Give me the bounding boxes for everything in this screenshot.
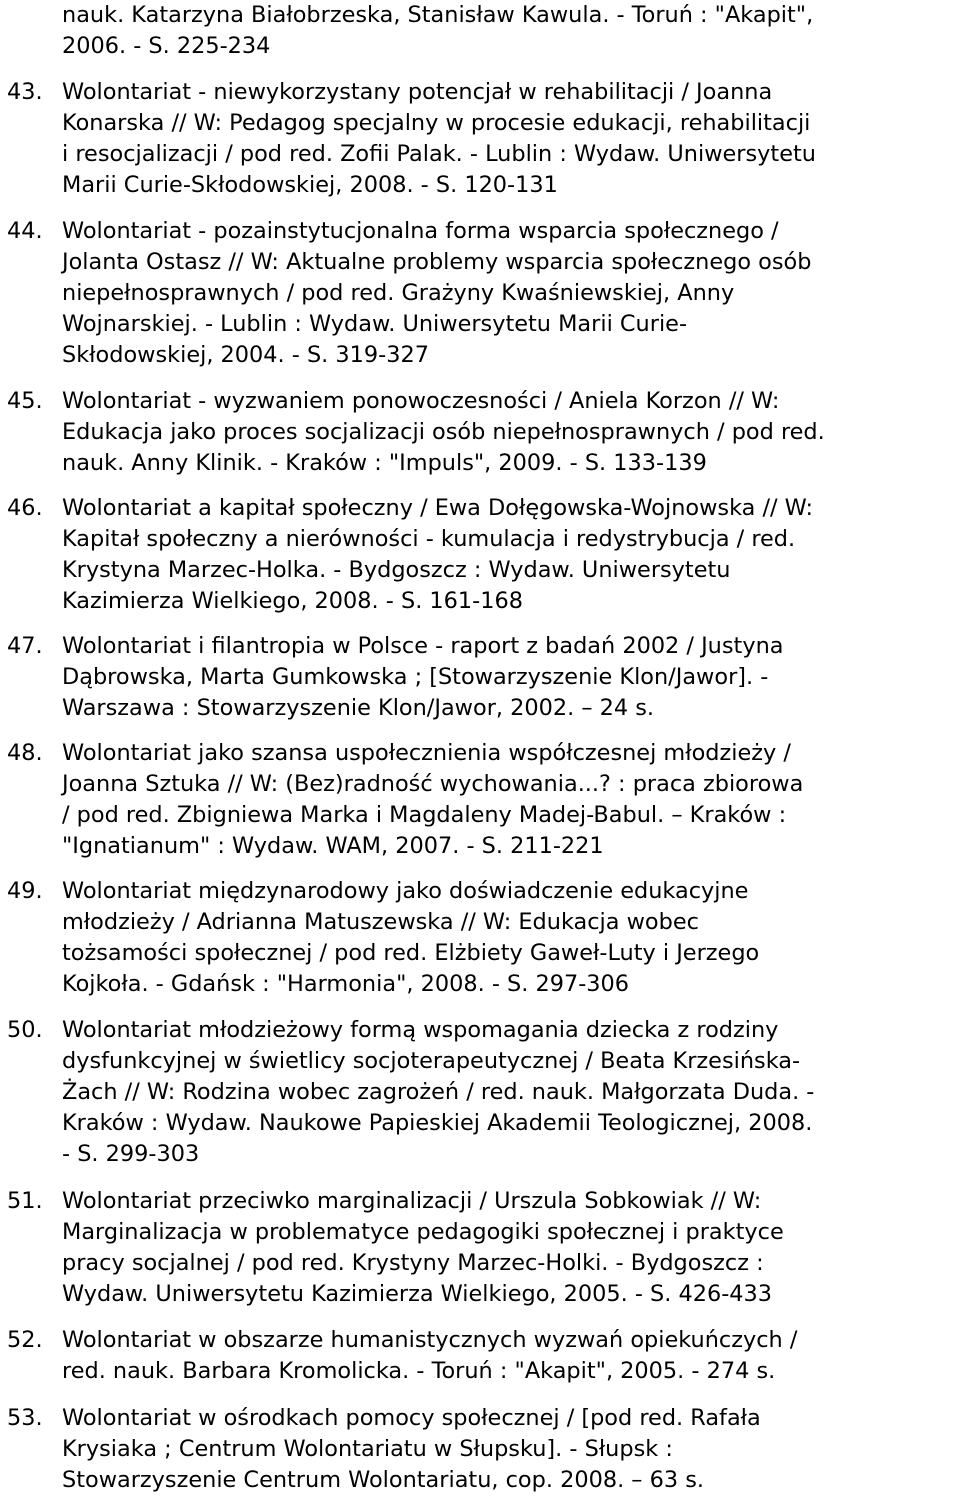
entry-line: Marginalizacja w problematyce pedagogiki społecznej i praktyce [62, 1219, 784, 1245]
entry-line: Wolontariat w obszarze humanistycznych wyzwań opiekuńczych / [62, 1327, 798, 1353]
entry-line: Skłodowskiej, 2004. - S. 319-327 [62, 342, 429, 368]
entry-text [62, 1325, 957, 1387]
entry-line: Wolontariat - niewykorzystany potencjał w rehabilitacji / Joanna [62, 79, 773, 105]
entry-line: Wolontariat a kapitał społeczny / Ewa Dołęgowska-Wojnowska // W: [62, 495, 814, 521]
entry-line: Kazimierza Wielkiego, 2008. - S. 161-168 [62, 588, 523, 614]
entry-number: 45. [7, 388, 43, 414]
entry-text [62, 1186, 957, 1310]
entry-number: 50. [7, 1017, 43, 1043]
entry-line: tożsamości społecznej / pod red. Elżbiety Gaweł-Luty i Jerzego [62, 940, 760, 966]
entry-line: Marii Curie-Skłodowskiej, 2008. - S. 120-131 [62, 172, 558, 198]
entry-line: Krysiaka ; Centrum Wolontariatu w Słupsku]. - Słupsk : [62, 1436, 673, 1462]
entry-line: Kojkoła. - Gdańsk : "Harmonia", 2008. - S. 297-306 [62, 971, 630, 997]
entry-line: Wolontariat i filantropia w Polsce - raport z badań 2002 / Justyna [62, 633, 784, 659]
entry-text [62, 493, 957, 617]
entry-line: Wolontariat przeciwko marginalizacji / Urszula Sobkowiak // W: [62, 1188, 762, 1214]
entry-line: Wolontariat - pozainstytucjonalna forma wsparcia społecznego / [62, 218, 779, 244]
entry-number: 43. [7, 79, 43, 105]
entry-line: i resocjalizacji / pod red. Zofii Palak. - Lublin : Wydaw. Uniwersytetu [62, 141, 816, 167]
entry-line: Wolontariat w ośrodkach pomocy społecznej / [pod red. Rafała [62, 1405, 761, 1431]
entry-line: Jolanta Ostasz // W: Aktualne problemy wsparcia społecznego osób [62, 249, 812, 275]
entry-line: Dąbrowska, Marta Gumkowska ; [Stowarzyszenie Klon/Jawor]. - [62, 664, 769, 690]
entry-line: Wojnarskiej. - Lublin : Wydaw. Uniwersytetu Marii Curie- [62, 311, 688, 337]
entry-line: Konarska // W: Pedagog specjalny w procesie edukacji, rehabilitacji [62, 110, 811, 136]
entry-line: "Ignatianum" : Wydaw. WAM, 2007. - S. 211-221 [62, 833, 604, 859]
continued-entry [62, 0, 957, 62]
entry-line: Wolontariat młodzieżowy formą wspomagania dziecka z rodziny [62, 1017, 779, 1043]
entry-line: Stowarzyszenie Centrum Wolontariatu, cop. 2008. – 63 s. [62, 1467, 705, 1493]
entry-number: 44. [7, 218, 43, 244]
entry-line: Krystyna Marzec-Holka. - Bydgoszcz : Wydaw. Uniwersytetu [62, 557, 731, 583]
entry-line: niepełnosprawnych / pod red. Grażyny Kwaśniewskiej, Anny [62, 280, 735, 306]
entry-line: nauk. Katarzyna Białobrzeska, Stanisław Kawula. - Toruń : "Akapit", [62, 2, 814, 28]
entry-line: nauk. Anny Klinik. - Kraków : "Impuls", 2009. - S. 133-139 [62, 450, 707, 476]
entry-line: Joanna Sztuka // W: (Bez)radność wychowania...? : praca zbiorowa [62, 771, 804, 797]
entry-line: Żach // W: Rodzina wobec zagrożeń / red. nauk. Małgorzata Duda. - [62, 1079, 815, 1105]
entry-text [62, 631, 957, 724]
entry-text [62, 77, 957, 201]
entry-number: 49. [7, 878, 43, 904]
entry-line: Wolontariat jako szansa uspołecznienia współczesnej młodzieży / [62, 740, 791, 766]
entry-number: 51. [7, 1188, 43, 1214]
entry-line: dysfunkcyjnej w świetlicy socjoterapeutycznej / Beata Krzesińska- [62, 1048, 801, 1074]
entry-line: młodzieży / Adrianna Matuszewska // W: Edukacja wobec [62, 909, 699, 935]
entry-text [62, 1015, 957, 1170]
entry-number: 47. [7, 633, 43, 659]
entry-number: 52. [7, 1327, 43, 1353]
entry-text [62, 1403, 957, 1496]
entry-line: Wolontariat międzynarodowy jako doświadczenie edukacyjne [62, 878, 749, 904]
entry-text [62, 386, 957, 479]
entry-line: Kapitał społeczny a nierówności - kumulacja i redystrybucja / red. [62, 526, 796, 552]
entry-text [62, 876, 957, 1000]
entry-line: Warszawa : Stowarzyszenie Klon/Jawor, 2002. – 24 s. [62, 695, 655, 721]
entry-text [62, 216, 957, 371]
entry-number: 53. [7, 1405, 43, 1431]
entry-text [62, 738, 957, 862]
entry-line: Kraków : Wydaw. Naukowe Papieskiej Akademii Teologicznej, 2008. [62, 1110, 813, 1136]
entry-line: red. nauk. Barbara Kromolicka. - Toruń : "Akapit", 2005. - 274 s. [62, 1358, 776, 1384]
entry-line: - S. 299-303 [62, 1141, 200, 1167]
entry-line: pracy socjalnej / pod red. Krystyny Marzec-Holki. - Bydgoszcz : [62, 1250, 764, 1276]
entry-line: Wolontariat - wyzwaniem ponowoczesności / Aniela Korzon // W: [62, 388, 780, 414]
entry-line: Wydaw. Uniwersytetu Kazimierza Wielkiego, 2005. - S. 426-433 [62, 1281, 773, 1307]
entry-line: / pod red. Zbigniewa Marka i Magdaleny Madej-Babul. – Kraków : [62, 802, 787, 828]
entry-line: 2006. - S. 225-234 [62, 33, 271, 59]
entry-line: Edukacja jako proces socjalizacji osób niepełnosprawnych / pod red. [62, 419, 825, 445]
entry-number: 46. [7, 495, 43, 521]
entry-number: 48. [7, 740, 43, 766]
